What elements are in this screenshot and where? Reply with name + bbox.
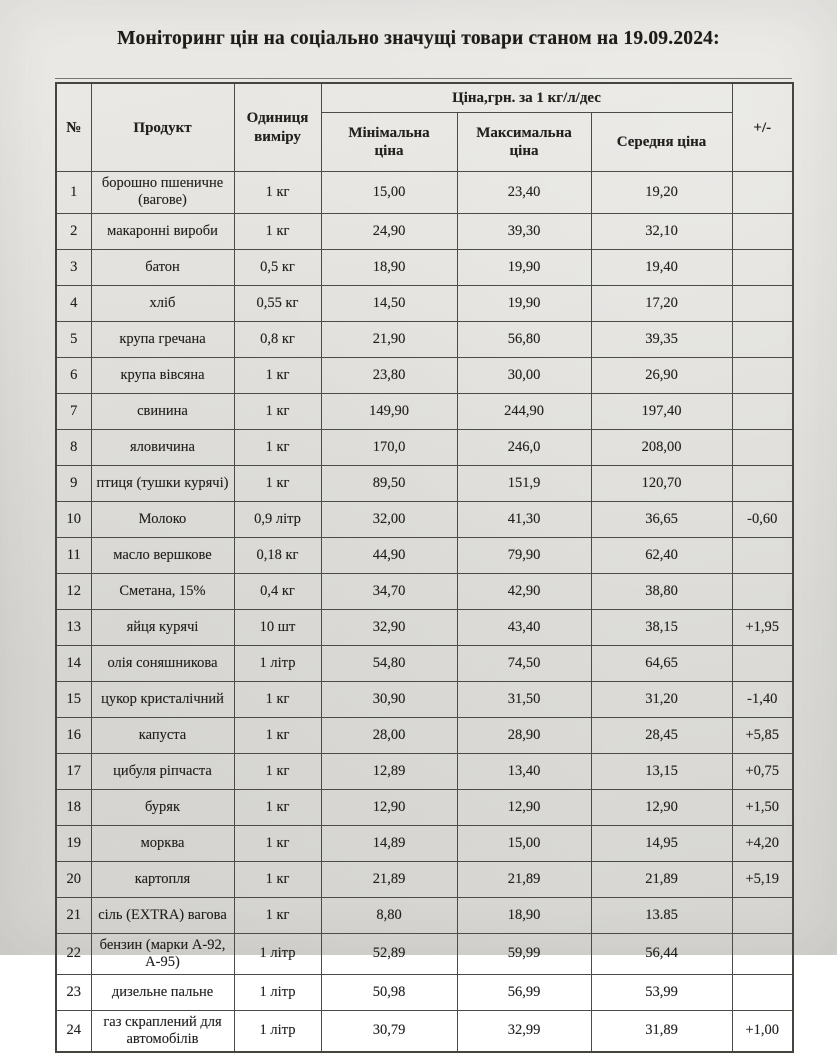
table-row	[56, 861, 793, 897]
cell-max-price: 244,90	[457, 393, 591, 429]
cell-avg-price: 19,40	[591, 249, 732, 285]
cell-unit: 1 літр	[234, 974, 321, 1010]
table-row	[56, 501, 793, 537]
cell-product-name: макаронні вироби	[91, 213, 234, 249]
table-row	[56, 609, 793, 645]
cell-max-price: 12,90	[457, 789, 591, 825]
cell-row-number: 12	[56, 573, 91, 609]
cell-max-price: 30,00	[457, 357, 591, 393]
cell-avg-price: 14,95	[591, 825, 732, 861]
table-row	[56, 213, 793, 249]
cell-unit: 10 шт	[234, 609, 321, 645]
cell-max-price: 13,40	[457, 753, 591, 789]
cell-product-name: масло вершкове	[91, 537, 234, 573]
cell-min-price: 23,80	[321, 357, 457, 393]
table-row	[56, 789, 793, 825]
table-row	[56, 393, 793, 429]
page-title: Моніторинг цін на соціально значущі товари станом на 19.09.2024:	[117, 28, 720, 49]
cell-avg-price: 62,40	[591, 537, 732, 573]
cell-avg-price: 19,20	[591, 172, 732, 213]
cell-delta	[732, 429, 793, 465]
col-header-avg-price-label: Середня ціна	[616, 134, 707, 150]
cell-unit: 1 кг	[234, 172, 321, 213]
cell-max-price: 74,50	[457, 645, 591, 681]
cell-unit: 0,8 кг	[234, 321, 321, 357]
cell-delta	[732, 537, 793, 573]
cell-delta	[732, 645, 793, 681]
cell-delta	[732, 285, 793, 321]
cell-min-price: 15,00	[321, 172, 457, 213]
table-row	[56, 974, 793, 1010]
cell-unit: 1 кг	[234, 465, 321, 501]
cell-row-number: 11	[56, 537, 91, 573]
cell-max-price: 39,30	[457, 213, 591, 249]
table-body	[56, 172, 793, 1052]
cell-row-number: 16	[56, 717, 91, 753]
cell-product-name: олія соняшникова	[91, 645, 234, 681]
table-header	[56, 83, 793, 172]
cell-min-price: 34,70	[321, 573, 457, 609]
cell-delta	[732, 465, 793, 501]
table-row	[56, 1010, 793, 1052]
cell-max-price: 28,90	[457, 717, 591, 753]
cell-unit: 1 кг	[234, 861, 321, 897]
cell-delta	[732, 933, 793, 974]
cell-max-price: 19,90	[457, 249, 591, 285]
cell-unit: 1 кг	[234, 213, 321, 249]
cell-avg-price: 38,80	[591, 573, 732, 609]
col-header-unit-label: Одиниця виміру	[246, 110, 309, 145]
col-header-unit	[234, 83, 321, 172]
col-header-price-group: Ціна,грн. за 1 кг/л/дес	[321, 83, 732, 113]
cell-delta	[732, 172, 793, 213]
cell-product-name: яловичина	[91, 429, 234, 465]
cell-delta	[732, 974, 793, 1010]
cell-min-price: 14,50	[321, 285, 457, 321]
table-row	[56, 465, 793, 501]
cell-product-name: бензин (марки А-92, А-95)	[91, 933, 234, 974]
cell-product-name: птиця (тушки курячі)	[91, 465, 234, 501]
table-row	[56, 825, 793, 861]
cell-min-price: 12,89	[321, 753, 457, 789]
cell-delta: +1,00	[732, 1010, 793, 1052]
cell-unit: 0,55 кг	[234, 285, 321, 321]
cell-max-price: 59,99	[457, 933, 591, 974]
cell-row-number: 7	[56, 393, 91, 429]
cell-min-price: 12,90	[321, 789, 457, 825]
cell-min-price: 149,90	[321, 393, 457, 429]
cell-row-number: 10	[56, 501, 91, 537]
cell-product-name: капуста	[91, 717, 234, 753]
col-header-product: Продукт	[91, 83, 234, 172]
cell-min-price: 8,80	[321, 897, 457, 933]
table-row	[56, 172, 793, 213]
cell-max-price: 246,0	[457, 429, 591, 465]
cell-row-number: 19	[56, 825, 91, 861]
cell-min-price: 30,79	[321, 1010, 457, 1052]
cell-product-name: сіль (EXTRA) вагова	[91, 897, 234, 933]
cell-avg-price: 13,15	[591, 753, 732, 789]
cell-min-price: 21,90	[321, 321, 457, 357]
cell-min-price: 52,89	[321, 933, 457, 974]
cell-product-name: морква	[91, 825, 234, 861]
cell-max-price: 56,80	[457, 321, 591, 357]
cell-row-number: 18	[56, 789, 91, 825]
table-row	[56, 645, 793, 681]
col-header-num: №	[56, 83, 91, 172]
col-header-min-price	[321, 113, 457, 172]
table-row	[56, 681, 793, 717]
cell-product-name: дизельне пальне	[91, 974, 234, 1010]
cell-min-price: 170,0	[321, 429, 457, 465]
col-header-min-price-label: Мінімальна ціна	[348, 124, 430, 160]
cell-avg-price: 39,35	[591, 321, 732, 357]
cell-avg-price: 197,40	[591, 393, 732, 429]
cell-unit: 1 кг	[234, 429, 321, 465]
cell-avg-price: 31,89	[591, 1010, 732, 1052]
cell-row-number: 4	[56, 285, 91, 321]
cell-product-name: свинина	[91, 393, 234, 429]
cell-unit: 1 літр	[234, 933, 321, 974]
cell-max-price: 151,9	[457, 465, 591, 501]
cell-min-price: 21,89	[321, 861, 457, 897]
cell-row-number: 22	[56, 933, 91, 974]
cell-delta	[732, 321, 793, 357]
col-header-avg-price	[591, 113, 732, 172]
cell-avg-price: 32,10	[591, 213, 732, 249]
cell-unit: 1 кг	[234, 393, 321, 429]
cell-unit: 1 кг	[234, 717, 321, 753]
cell-min-price: 28,00	[321, 717, 457, 753]
cell-product-name: борошно пшеничне (вагове)	[91, 172, 234, 213]
cell-delta: +5,19	[732, 861, 793, 897]
cell-min-price: 14,89	[321, 825, 457, 861]
cell-product-name: Молоко	[91, 501, 234, 537]
cell-avg-price: 36,65	[591, 501, 732, 537]
cell-delta: +5,85	[732, 717, 793, 753]
cell-avg-price: 26,90	[591, 357, 732, 393]
table-row	[56, 537, 793, 573]
cell-min-price: 89,50	[321, 465, 457, 501]
cell-row-number: 2	[56, 213, 91, 249]
cell-product-name: батон	[91, 249, 234, 285]
price-monitoring-table	[55, 82, 794, 1053]
cell-delta	[732, 393, 793, 429]
cell-max-price: 18,90	[457, 897, 591, 933]
cell-row-number: 9	[56, 465, 91, 501]
table-row	[56, 933, 793, 974]
cell-avg-price: 120,70	[591, 465, 732, 501]
cell-product-name: буряк	[91, 789, 234, 825]
cell-unit: 1 літр	[234, 1010, 321, 1052]
cell-min-price: 24,90	[321, 213, 457, 249]
table-top-rule	[55, 78, 792, 79]
cell-unit: 1 літр	[234, 645, 321, 681]
table-row	[56, 321, 793, 357]
cell-product-name: цибуля ріпчаста	[91, 753, 234, 789]
col-header-max-price-label: Максимальна ціна	[476, 124, 572, 160]
cell-avg-price: 17,20	[591, 285, 732, 321]
cell-unit: 1 кг	[234, 897, 321, 933]
cell-unit: 0,5 кг	[234, 249, 321, 285]
cell-row-number: 21	[56, 897, 91, 933]
table-row	[56, 753, 793, 789]
cell-min-price: 18,90	[321, 249, 457, 285]
table-row	[56, 717, 793, 753]
cell-avg-price: 53,99	[591, 974, 732, 1010]
table-row	[56, 573, 793, 609]
cell-delta: -1,40	[732, 681, 793, 717]
cell-unit: 1 кг	[234, 825, 321, 861]
cell-avg-price: 13.85	[591, 897, 732, 933]
cell-avg-price: 31,20	[591, 681, 732, 717]
cell-delta	[732, 357, 793, 393]
cell-row-number: 17	[56, 753, 91, 789]
cell-max-price: 15,00	[457, 825, 591, 861]
cell-min-price: 32,00	[321, 501, 457, 537]
cell-min-price: 44,90	[321, 537, 457, 573]
cell-row-number: 3	[56, 249, 91, 285]
cell-delta: +1,95	[732, 609, 793, 645]
cell-max-price: 56,99	[457, 974, 591, 1010]
cell-max-price: 21,89	[457, 861, 591, 897]
table-row	[56, 897, 793, 933]
cell-max-price: 79,90	[457, 537, 591, 573]
cell-row-number: 5	[56, 321, 91, 357]
cell-unit: 1 кг	[234, 753, 321, 789]
cell-max-price: 42,90	[457, 573, 591, 609]
cell-max-price: 31,50	[457, 681, 591, 717]
cell-avg-price: 12,90	[591, 789, 732, 825]
table-row	[56, 249, 793, 285]
cell-product-name: крупа вівсяна	[91, 357, 234, 393]
cell-product-name: яйця курячі	[91, 609, 234, 645]
cell-row-number: 13	[56, 609, 91, 645]
cell-max-price: 43,40	[457, 609, 591, 645]
cell-unit: 1 кг	[234, 357, 321, 393]
cell-delta: +4,20	[732, 825, 793, 861]
cell-avg-price: 56,44	[591, 933, 732, 974]
cell-unit: 0,18 кг	[234, 537, 321, 573]
cell-row-number: 1	[56, 172, 91, 213]
cell-avg-price: 64,65	[591, 645, 732, 681]
cell-max-price: 23,40	[457, 172, 591, 213]
cell-delta	[732, 249, 793, 285]
cell-product-name: Сметана, 15%	[91, 573, 234, 609]
table-row	[56, 285, 793, 321]
cell-unit: 0,9 літр	[234, 501, 321, 537]
cell-product-name: крупа гречана	[91, 321, 234, 357]
cell-product-name: цукор кристалічний	[91, 681, 234, 717]
cell-delta: -0,60	[732, 501, 793, 537]
cell-row-number: 23	[56, 974, 91, 1010]
cell-product-name: хліб	[91, 285, 234, 321]
cell-row-number: 14	[56, 645, 91, 681]
cell-delta: +1,50	[732, 789, 793, 825]
cell-row-number: 24	[56, 1010, 91, 1052]
cell-avg-price: 38,15	[591, 609, 732, 645]
cell-row-number: 6	[56, 357, 91, 393]
cell-row-number: 15	[56, 681, 91, 717]
cell-min-price: 50,98	[321, 974, 457, 1010]
cell-min-price: 54,80	[321, 645, 457, 681]
cell-product-name: газ скраплений для автомобілів	[91, 1010, 234, 1052]
cell-avg-price: 208,00	[591, 429, 732, 465]
cell-delta	[732, 573, 793, 609]
cell-unit: 1 кг	[234, 681, 321, 717]
cell-row-number: 20	[56, 861, 91, 897]
cell-unit: 0,4 кг	[234, 573, 321, 609]
cell-avg-price: 28,45	[591, 717, 732, 753]
cell-max-price: 41,30	[457, 501, 591, 537]
cell-delta	[732, 213, 793, 249]
cell-row-number: 8	[56, 429, 91, 465]
cell-min-price: 30,90	[321, 681, 457, 717]
cell-min-price: 32,90	[321, 609, 457, 645]
cell-avg-price: 21,89	[591, 861, 732, 897]
cell-unit: 1 кг	[234, 789, 321, 825]
col-header-delta: +/-	[732, 83, 793, 172]
table-row	[56, 357, 793, 393]
col-header-max-price	[457, 113, 591, 172]
cell-max-price: 19,90	[457, 285, 591, 321]
table-row	[56, 429, 793, 465]
cell-delta	[732, 897, 793, 933]
cell-product-name: картопля	[91, 861, 234, 897]
cell-max-price: 32,99	[457, 1010, 591, 1052]
cell-delta: +0,75	[732, 753, 793, 789]
